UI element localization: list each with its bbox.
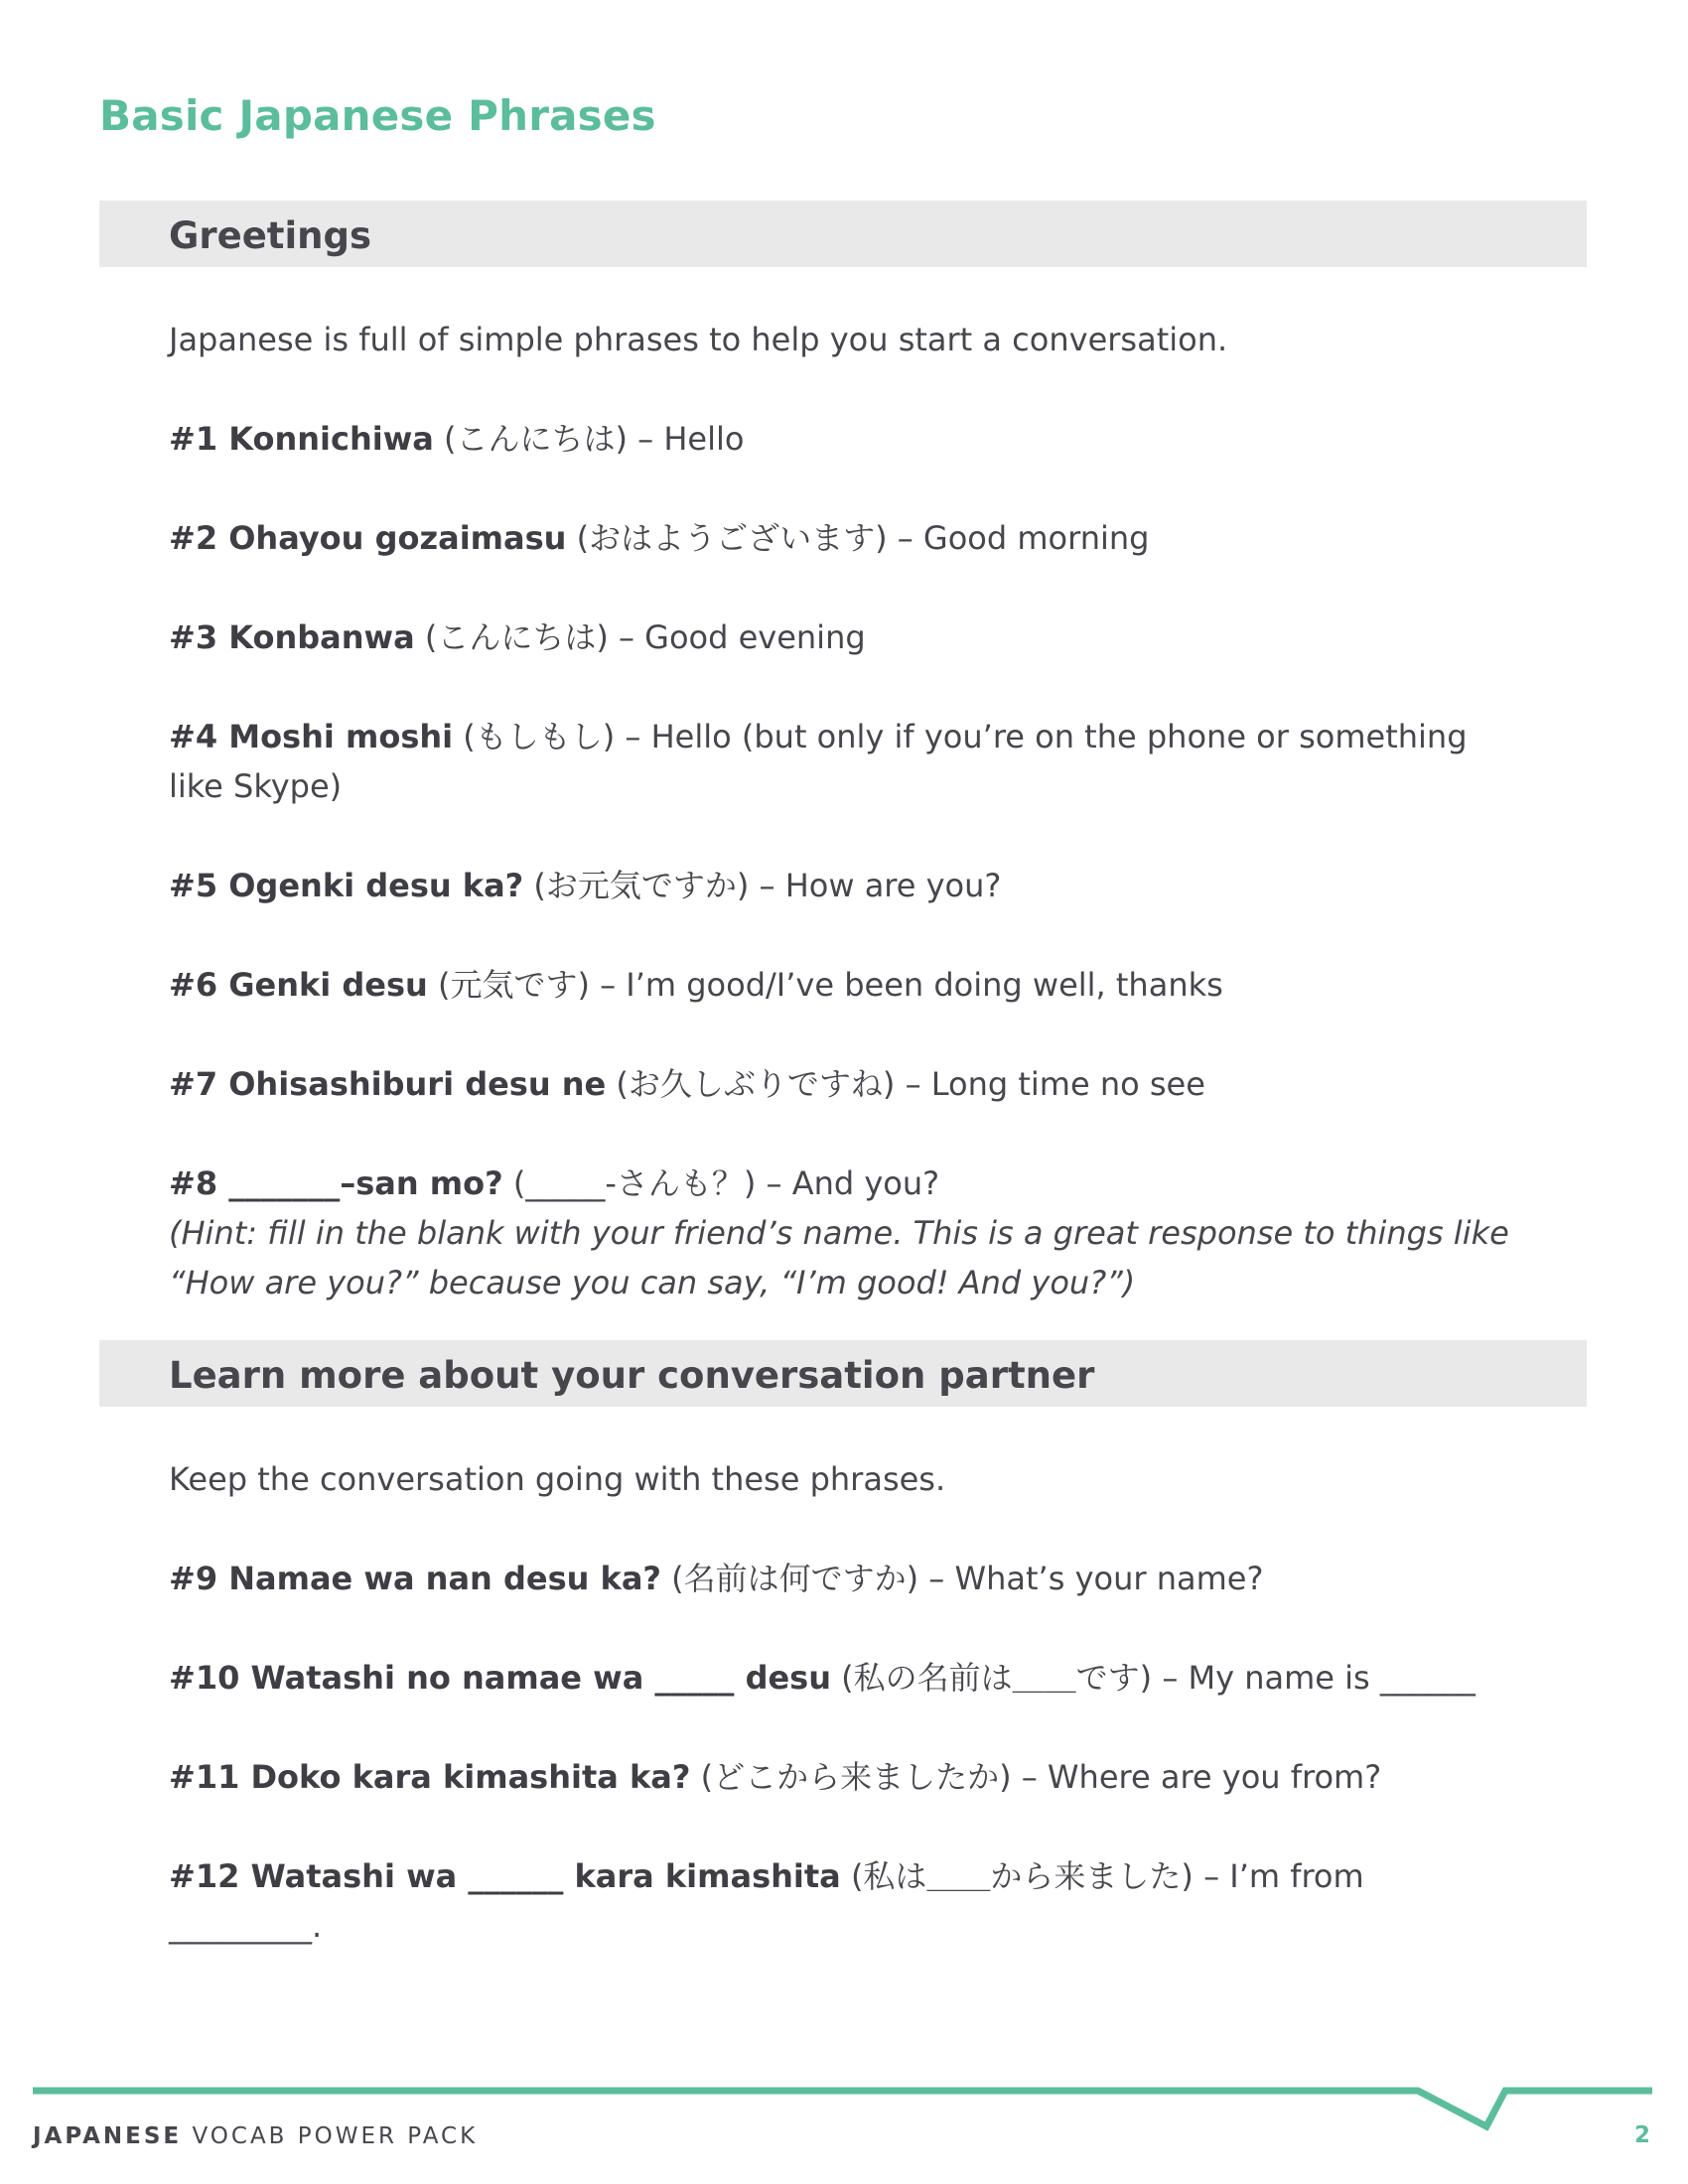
phrase-item — [169, 1653, 1519, 1703]
phrase-translation: (おはようございます) – Good morning — [566, 519, 1150, 557]
phrase-item — [169, 1159, 1519, 1307]
footer-brand: JAPANESE — [33, 2123, 183, 2149]
phrase-translation: (お久しぶりですね) – Long time no see — [606, 1065, 1205, 1103]
phrase-term: #3 Konbanwa — [169, 618, 415, 656]
phrase-item — [169, 712, 1519, 811]
phrase-item — [169, 1752, 1519, 1802]
page-title: Basic Japanese Phrases — [99, 91, 656, 140]
section-intro: Japanese is full of simple phrases to help you start a conversation. — [169, 321, 1228, 358]
phrase-translation: (お元気ですか) – How are you? — [523, 867, 1002, 904]
section-title: Learn more about your conversation partner — [169, 1354, 1095, 1397]
page-number: 2 — [1634, 2122, 1651, 2148]
phrase-term: #2 Ohayou gozaimasu — [169, 519, 567, 557]
phrase-translation: (こんにちは) – Hello — [433, 420, 745, 458]
section-header-greetings — [99, 201, 1587, 267]
phrase-item — [169, 960, 1519, 1010]
phrase-item — [169, 1851, 1519, 1951]
phrase-translation: (名前は何ですか) – What’s your name? — [660, 1560, 1264, 1597]
phrase-item — [169, 1059, 1519, 1109]
phrase-term: #10 Watashi no namae wa _____ desu — [169, 1659, 831, 1697]
phrase-term: #11 Doko kara kimashita ka? — [169, 1758, 691, 1796]
phrase-term: #7 Ohisashiburi desu ne — [169, 1065, 607, 1103]
phrase-item — [169, 513, 1519, 563]
phrase-term: #6 Genki desu — [169, 966, 428, 1004]
section-header-conversation-partner — [99, 1340, 1587, 1407]
phrase-term: #9 Namae wa nan desu ka? — [169, 1560, 661, 1597]
phrase-item — [169, 861, 1519, 910]
section-intro: Keep the conversation going with these phrases. — [169, 1460, 946, 1498]
phrase-translation: (私は＿＿から来ました) – I’m from _________. — [169, 1857, 1364, 1945]
phrase-hint: (Hint: fill in the blank with your friend’s name. This is a great response to things like “How are you?” because you can say, “I’m good! And you?”) — [169, 1214, 1509, 1301]
footer-subtitle: VOCAB POWER PACK — [182, 2123, 479, 2149]
phrase-translation: (もしもし) – Hello (but only if you’re on the phone or something like Skype) — [169, 718, 1468, 805]
phrase-item — [169, 613, 1519, 662]
section-title: Greetings — [169, 214, 372, 257]
footer-publication-name — [33, 2123, 478, 2149]
phrase-term: #12 Watashi wa ______ kara kimashita — [169, 1857, 841, 1895]
phrase-term: #1 Konnichiwa — [169, 420, 434, 458]
phrase-term: #5 Ogenki desu ka? — [169, 867, 524, 904]
phrase-item — [169, 1554, 1519, 1603]
phrase-translation: (こんにちは) – Good evening — [414, 618, 866, 656]
phrase-term: #8 _______–san mo? — [169, 1164, 503, 1202]
phrase-term: #4 Moshi moshi — [169, 718, 454, 755]
phrase-translation: (元気です) – I’m good/I’ve been doing well, thanks — [427, 966, 1223, 1004]
phrase-item — [169, 414, 1519, 464]
phrase-translation: (_____-さんも？) – And you? — [502, 1164, 940, 1202]
phrase-translation: (どこから来ましたか) – Where are you from? — [690, 1758, 1382, 1796]
phrase-translation: (私の名前は＿＿です) – My name is ______ — [831, 1659, 1476, 1697]
